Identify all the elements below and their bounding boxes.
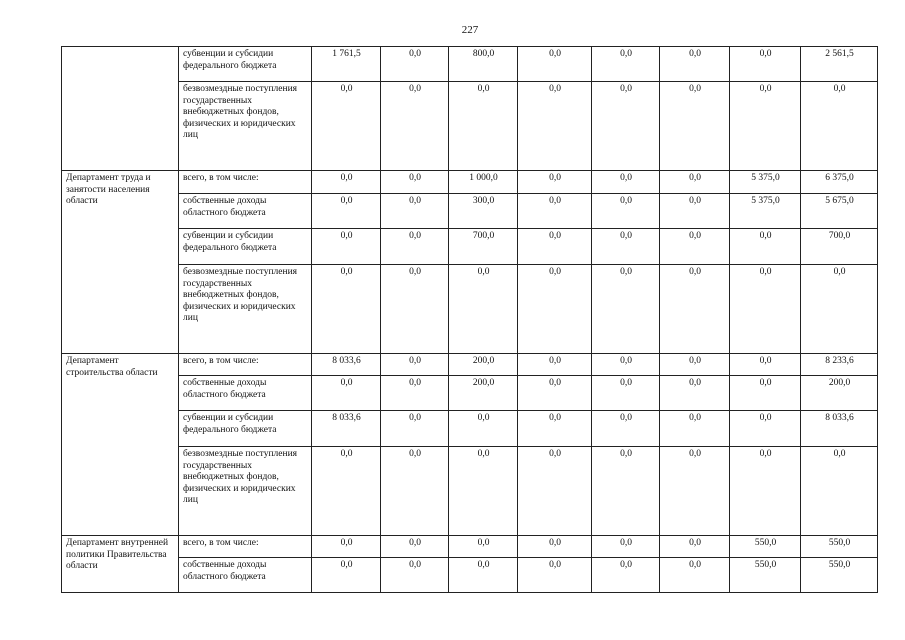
total-value-cell: 0,0: [801, 447, 878, 536]
value-cell: 200,0: [449, 354, 518, 376]
value-cell: 0,0: [660, 411, 730, 447]
value-cell: 0,0: [730, 447, 801, 536]
funding-source-label: субвенции и субсидии федерального бюджета: [179, 47, 312, 82]
table-row: [62, 536, 878, 558]
value-cell: 0,0: [518, 265, 592, 354]
value-cell: 0,0: [660, 82, 730, 171]
value-cell: 0,0: [660, 194, 730, 229]
total-value-cell: 200,0: [801, 376, 878, 411]
value-cell: 1 761,5: [312, 47, 381, 82]
value-cell: 0,0: [592, 447, 660, 536]
funding-source-label: субвенции и субсидии федерального бюджета: [179, 411, 312, 447]
funding-source-label: безвозмездные поступления государственных внебюджетных фондов, физических и юридических лиц: [179, 82, 312, 171]
value-cell: 0,0: [518, 536, 592, 558]
value-cell: 200,0: [449, 376, 518, 411]
value-cell: 0,0: [518, 194, 592, 229]
department-name: [62, 47, 179, 171]
table-row: [62, 47, 878, 82]
table-row: [62, 171, 878, 194]
value-cell: 0,0: [449, 411, 518, 447]
funding-source-label: всего, в том числе:: [179, 171, 312, 194]
value-cell: 0,0: [381, 558, 449, 593]
value-cell: 0,0: [381, 82, 449, 171]
value-cell: 0,0: [592, 194, 660, 229]
value-cell: 0,0: [312, 536, 381, 558]
value-cell: 550,0: [730, 558, 801, 593]
value-cell: 0,0: [592, 171, 660, 194]
value-cell: 300,0: [449, 194, 518, 229]
funding-source-label: собственные доходы областного бюджета: [179, 558, 312, 593]
value-cell: 1 000,0: [449, 171, 518, 194]
value-cell: 0,0: [518, 354, 592, 376]
value-cell: 0,0: [518, 82, 592, 171]
value-cell: 0,0: [381, 47, 449, 82]
value-cell: 0,0: [518, 447, 592, 536]
table-row: [62, 447, 878, 536]
value-cell: 0,0: [660, 558, 730, 593]
budget-table: [61, 46, 878, 593]
value-cell: 0,0: [592, 354, 660, 376]
value-cell: 0,0: [381, 536, 449, 558]
value-cell: 0,0: [449, 265, 518, 354]
value-cell: 0,0: [730, 265, 801, 354]
value-cell: 0,0: [518, 558, 592, 593]
value-cell: 0,0: [592, 558, 660, 593]
value-cell: 0,0: [592, 411, 660, 447]
value-cell: 0,0: [381, 447, 449, 536]
table-row: [62, 194, 878, 229]
table-row: [62, 82, 878, 171]
value-cell: 0,0: [660, 47, 730, 82]
funding-source-label: всего, в том числе:: [179, 354, 312, 376]
total-value-cell: 8 233,6: [801, 354, 878, 376]
total-value-cell: 550,0: [801, 536, 878, 558]
value-cell: 0,0: [660, 536, 730, 558]
value-cell: 0,0: [730, 376, 801, 411]
value-cell: 0,0: [312, 229, 381, 265]
department-name: Департамент внутренней политики Правительства области: [62, 536, 179, 593]
value-cell: 0,0: [592, 229, 660, 265]
value-cell: 0,0: [381, 411, 449, 447]
value-cell: 0,0: [518, 229, 592, 265]
value-cell: 800,0: [449, 47, 518, 82]
value-cell: 0,0: [660, 354, 730, 376]
value-cell: 0,0: [660, 376, 730, 411]
value-cell: 0,0: [449, 447, 518, 536]
total-value-cell: 8 033,6: [801, 411, 878, 447]
value-cell: 0,0: [592, 265, 660, 354]
value-cell: 8 033,6: [312, 354, 381, 376]
value-cell: 0,0: [730, 229, 801, 265]
total-value-cell: 550,0: [801, 558, 878, 593]
value-cell: 0,0: [381, 194, 449, 229]
value-cell: 0,0: [660, 229, 730, 265]
table-row: [62, 229, 878, 265]
value-cell: 0,0: [449, 536, 518, 558]
department-name: Департамент труда и занятости населения области: [62, 171, 179, 354]
value-cell: 0,0: [730, 47, 801, 82]
total-value-cell: 700,0: [801, 229, 878, 265]
value-cell: 0,0: [312, 194, 381, 229]
value-cell: 0,0: [518, 376, 592, 411]
value-cell: 0,0: [312, 447, 381, 536]
value-cell: 0,0: [592, 82, 660, 171]
value-cell: 0,0: [592, 47, 660, 82]
funding-source-label: собственные доходы областного бюджета: [179, 376, 312, 411]
value-cell: 0,0: [518, 171, 592, 194]
value-cell: 0,0: [449, 82, 518, 171]
value-cell: 5 375,0: [730, 194, 801, 229]
funding-source-label: безвозмездные поступления государственных внебюджетных фондов, физических и юридических лиц: [179, 447, 312, 536]
total-value-cell: 0,0: [801, 265, 878, 354]
funding-source-label: безвозмездные поступления государственных внебюджетных фондов, физических и юридических лиц: [179, 265, 312, 354]
value-cell: 0,0: [660, 265, 730, 354]
value-cell: 0,0: [381, 229, 449, 265]
value-cell: 0,0: [592, 536, 660, 558]
value-cell: 0,0: [312, 376, 381, 411]
value-cell: 0,0: [730, 82, 801, 171]
value-cell: 0,0: [449, 558, 518, 593]
department-name: Департамент строительства области: [62, 354, 179, 536]
value-cell: 550,0: [730, 536, 801, 558]
table-row: [62, 354, 878, 376]
funding-source-label: субвенции и субсидии федерального бюджета: [179, 229, 312, 265]
value-cell: 0,0: [592, 376, 660, 411]
value-cell: 0,0: [381, 376, 449, 411]
total-value-cell: 5 675,0: [801, 194, 878, 229]
value-cell: 5 375,0: [730, 171, 801, 194]
value-cell: 0,0: [518, 47, 592, 82]
page-number: 227: [461, 24, 479, 36]
total-value-cell: 6 375,0: [801, 171, 878, 194]
value-cell: 0,0: [730, 354, 801, 376]
value-cell: 0,0: [660, 447, 730, 536]
table-row: [62, 558, 878, 593]
value-cell: 0,0: [312, 82, 381, 171]
table-row: [62, 265, 878, 354]
total-value-cell: 2 561,5: [801, 47, 878, 82]
value-cell: 0,0: [381, 265, 449, 354]
value-cell: 0,0: [660, 171, 730, 194]
funding-source-label: всего, в том числе:: [179, 536, 312, 558]
table-row: [62, 376, 878, 411]
value-cell: 0,0: [312, 558, 381, 593]
table-row: [62, 411, 878, 447]
value-cell: 0,0: [730, 411, 801, 447]
value-cell: 0,0: [381, 354, 449, 376]
value-cell: 700,0: [449, 229, 518, 265]
value-cell: 8 033,6: [312, 411, 381, 447]
value-cell: 0,0: [312, 265, 381, 354]
funding-source-label: собственные доходы областного бюджета: [179, 194, 312, 229]
value-cell: 0,0: [381, 171, 449, 194]
value-cell: 0,0: [518, 411, 592, 447]
value-cell: 0,0: [312, 171, 381, 194]
total-value-cell: 0,0: [801, 82, 878, 171]
